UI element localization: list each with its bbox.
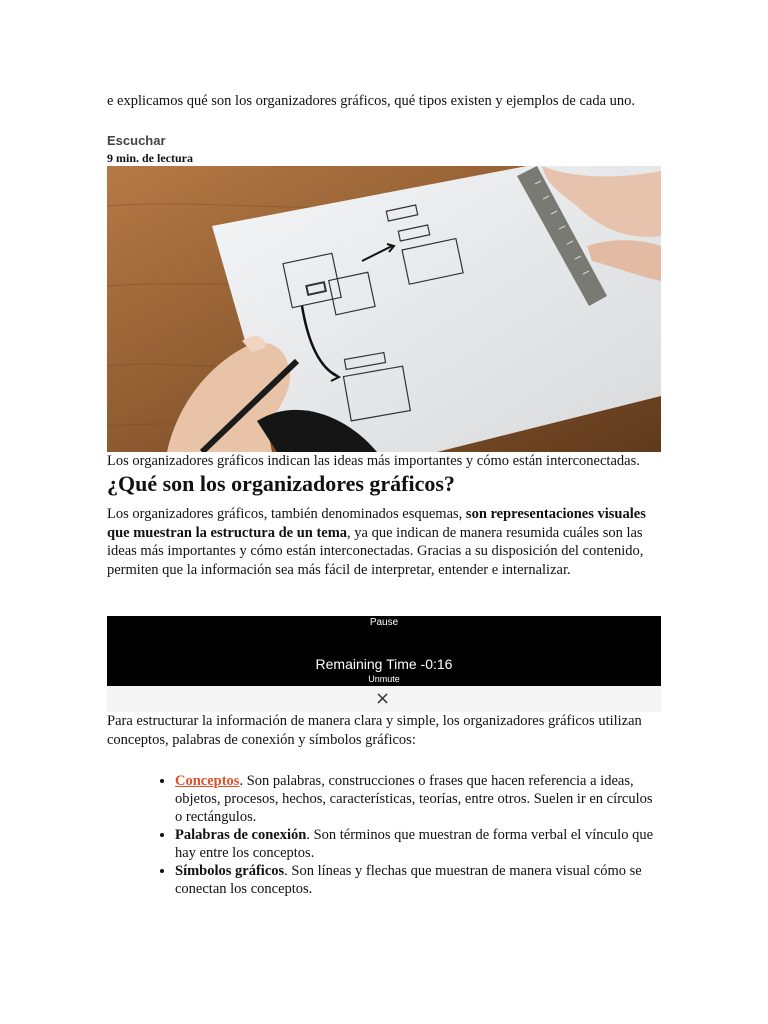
list-item-term: Palabras de conexión xyxy=(175,827,307,843)
structure-paragraph: Para estructurar la información de manera clara y simple, los organizadores gráficos utilizan conceptos, palabras de conexión y símbolos gráficos: xyxy=(107,713,642,748)
listen-button[interactable]: Escuchar xyxy=(107,133,166,148)
definition-text-start: Los organizadores gráficos, también denominados esquemas, xyxy=(107,506,466,522)
definition-text-end: , ya que indican de manera resumida cuáles son las ideas más importantes y cómo están interconectadas. Gracias a su disposición del contenido, permiten que la información sea más fácil de interpretar, entender e internalizar. xyxy=(107,524,644,578)
hero-illustration xyxy=(107,166,661,452)
definition-paragraph xyxy=(107,505,663,579)
list-item xyxy=(175,772,663,826)
list-item-term: Símbolos gráficos xyxy=(175,863,285,879)
section-heading: ¿Qué son los organizadores gráficos? xyxy=(107,471,455,496)
remaining-time: Remaining Time -0:16 xyxy=(315,656,453,672)
elements-list xyxy=(107,772,663,898)
intro-text: e explicamos qué son los organizadores gráficos, qué tipos existen y ejemplos de cada uno. xyxy=(107,93,636,109)
unmute-button[interactable]: Unmute xyxy=(368,674,400,684)
hero-image xyxy=(107,166,661,452)
list-item xyxy=(175,862,663,898)
read-time: 9 min. de lectura xyxy=(107,151,193,165)
close-icon[interactable]: × xyxy=(375,688,391,709)
list-item-text: . Son líneas y flechas que muestran de manera visual cómo se conectan los conceptos. xyxy=(175,863,642,897)
video-player[interactable] xyxy=(107,616,661,686)
definition-emphasis: son representaciones visuales que muestran la estructura de un tema xyxy=(107,506,646,541)
list-item-text: . Son términos que muestran de forma verbal el vínculo que hay entre los conceptos. xyxy=(175,827,654,861)
video-close-bar xyxy=(107,686,661,712)
list-item-text: . Son palabras, construcciones o frases que hacen referencia a ideas, objetos, procesos, hechos, características, teorías, entre otros. Suelen ir en círculos o rectángulos. xyxy=(175,773,653,825)
list-item xyxy=(175,826,663,862)
pause-button[interactable]: Pause xyxy=(369,617,399,628)
image-caption: Los organizadores gráficos indican las ideas más importantes y cómo están interconectadas. xyxy=(107,453,640,469)
conceptos-link[interactable]: Conceptos xyxy=(175,773,240,789)
